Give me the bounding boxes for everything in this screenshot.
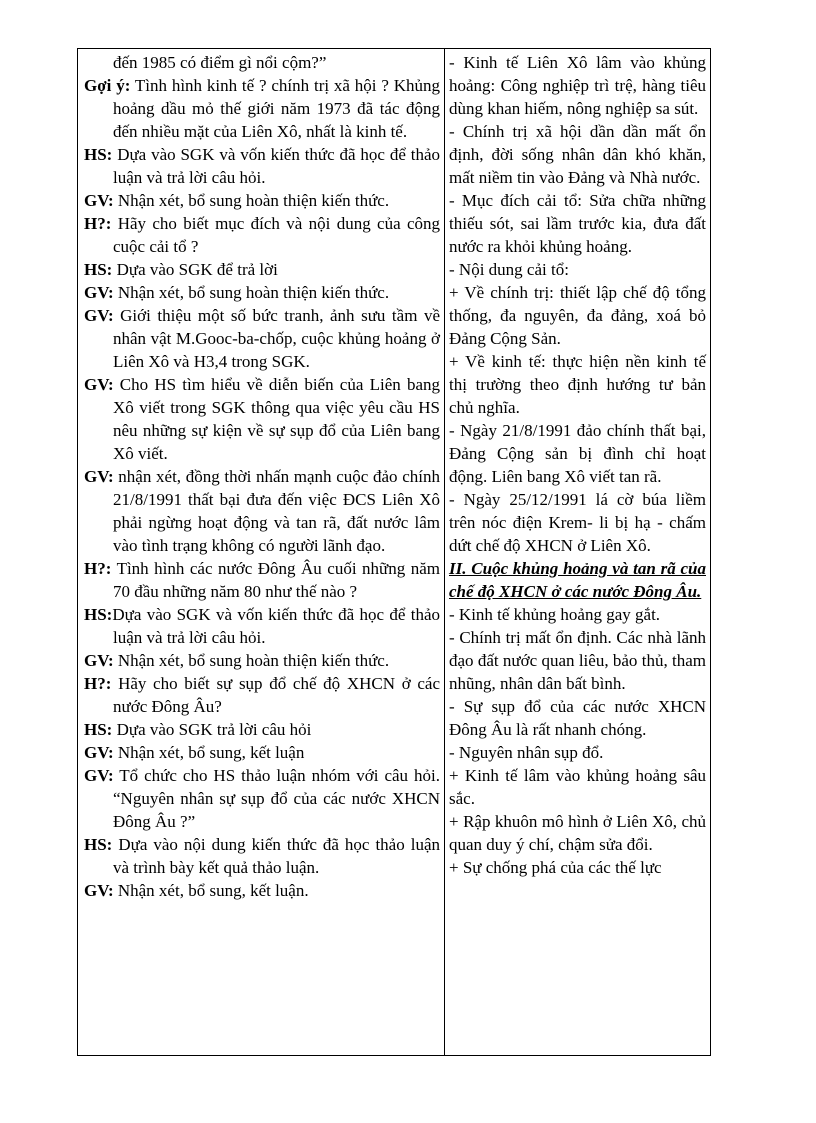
activity-entry: GV: Nhận xét, bổ sung, kết luận. xyxy=(84,881,309,900)
activity-entry: GV: Nhận xét, bổ sung hoàn thiện kiến thức. xyxy=(84,651,390,670)
activity-entry: GV: Giới thiệu một số bức tranh, ảnh sưu tầm về nhân vật M.Gooc-ba-chốp, cuộc khủng hoảng ở Liên Xô và H3,4 trong SGK. xyxy=(84,306,440,371)
content-paragraph: - Sự sụp đổ của các nước XHCN Đông Âu là rất nhanh chóng. xyxy=(449,697,706,739)
content-paragraph: - Ngày 25/12/1991 lá cờ búa liềm trên nóc điện Krem- li bị hạ - chấm dứt chế độ XHCN ở Liên Xô. xyxy=(449,490,706,555)
content-paragraph: + Kinh tế lâm vào khủng hoảng sâu sắc. xyxy=(449,766,706,808)
activity-entry: H?: Tình hình các nước Đông Âu cuối những năm 70 đầu những năm 80 như thế nào ? xyxy=(84,559,440,601)
content-paragraph: + Rập khuôn mô hình ở Liên Xô, chủ quan duy ý chí, chậm sửa đổi. xyxy=(449,812,706,854)
activity-entry: GV: Nhận xét, bổ sung hoàn thiện kiến thức. xyxy=(84,283,390,302)
content-column xyxy=(449,51,706,879)
activity-entry: đến 1985 có điểm gì nổi cộm?” xyxy=(113,53,327,72)
activity-entry: HS: Dựa vào SGK trả lời câu hỏi xyxy=(84,720,312,739)
activity-entry: HS: Dựa vào SGK và vốn kiến thức đã học để thảo luận và trả lời câu hỏi. xyxy=(84,145,440,187)
activity-entry: HS:Dựa vào SGK và vốn kiến thức đã học để thảo luận và trả lời câu hỏi. xyxy=(84,605,440,647)
lesson-table xyxy=(77,48,711,1056)
activity-entry: GV: Cho HS tìm hiểu về diễn biến của Liên bang Xô viết trong SGK thông qua việc yêu cầu HS nêu những sự kiện về sự sụp đổ của Liên bang Xô viết. xyxy=(84,375,440,463)
content-paragraph: - Ngày 21/8/1991 đảo chính thất bại, Đảng Cộng sản bị đình chỉ hoạt động. Liên bang Xô viết tan rã. xyxy=(449,421,706,486)
activity-entry: HS: Dựa vào SGK để trả lời xyxy=(84,260,278,279)
content-paragraph: - Nguyên nhân sụp đổ. xyxy=(449,743,604,762)
content-paragraph: + Sự chống phá của các thế lực xyxy=(449,858,662,877)
activities-column xyxy=(84,51,440,902)
activity-entry: GV: Nhận xét, bổ sung hoàn thiện kiến thức. xyxy=(84,191,390,210)
activity-entry: Gợi ý: Tình hình kinh tế ? chính trị xã hội ? Khủng hoảng dầu mỏ thế giới năm 1973 đã tác động đến nhiều mặt của Liên Xô, nhất là kinh tế. xyxy=(84,76,440,141)
content-paragraph: - Kinh tế Liên Xô lâm vào khủng hoảng: Công nghiệp trì trệ, hàng tiêu dùng khan hiếm, nông nghiệp sa sút. xyxy=(449,53,706,118)
section-heading: II. Cuộc khủng hoảng và tan rã của chế độ XHCN ở các nước Đông Âu. xyxy=(449,559,706,601)
content-paragraph: - Nội dung cải tổ: xyxy=(449,260,569,279)
content-paragraph: - Kinh tế khủng hoảng gay gắt. xyxy=(449,605,661,624)
content-paragraph: - Mục đích cải tổ: Sửa chữa những thiếu sót, sai lầm trước kia, đưa đất nước ra khỏi khủng hoảng. xyxy=(449,191,706,256)
activity-entry: HS: Dựa vào nội dung kiến thức đã học thảo luận và trình bày kết quả thảo luận. xyxy=(84,835,440,877)
activity-entry: GV: Tổ chức cho HS thảo luận nhóm với câu hỏi. “Nguyên nhân sự sụp đổ của các nước XHCN Đông Âu ?” xyxy=(84,766,440,831)
content-paragraph: + Về kinh tế: thực hiện nền kinh tế thị trường theo định hướng tư bản chủ nghĩa. xyxy=(449,352,706,417)
content-paragraph: + Về chính trị: thiết lập chế độ tổng thống, đa nguyên, đa đảng, xoá bỏ Đảng Cộng Sản. xyxy=(449,283,706,348)
activity-entry: GV: nhận xét, đồng thời nhấn mạnh cuộc đảo chính 21/8/1991 thất bại đưa đến việc ĐCS Liên Xô phải ngừng hoạt động và tan rã, đất nước lâm vào tình trạng không có người lãnh đạo. xyxy=(84,467,440,555)
activity-entry: GV: Nhận xét, bổ sung, kết luận xyxy=(84,743,305,762)
activity-entry: H?: Hãy cho biết mục đích và nội dung của công cuộc cải tổ ? xyxy=(84,214,440,256)
content-paragraph: - Chính trị xã hội dần dần mất ổn định, đời sống nhân dân khó khăn, mất niềm tin vào Đảng và Nhà nước. xyxy=(449,122,706,187)
content-paragraph: - Chính trị mất ổn định. Các nhà lãnh đạo đất nước quan liêu, bảo thủ, tham nhũng, nhân dân bất bình. xyxy=(449,628,706,693)
column-divider xyxy=(444,49,445,1055)
activity-entry: H?: Hãy cho biết sự sụp đổ chế độ XHCN ở các nước Đông Âu? xyxy=(84,674,440,716)
